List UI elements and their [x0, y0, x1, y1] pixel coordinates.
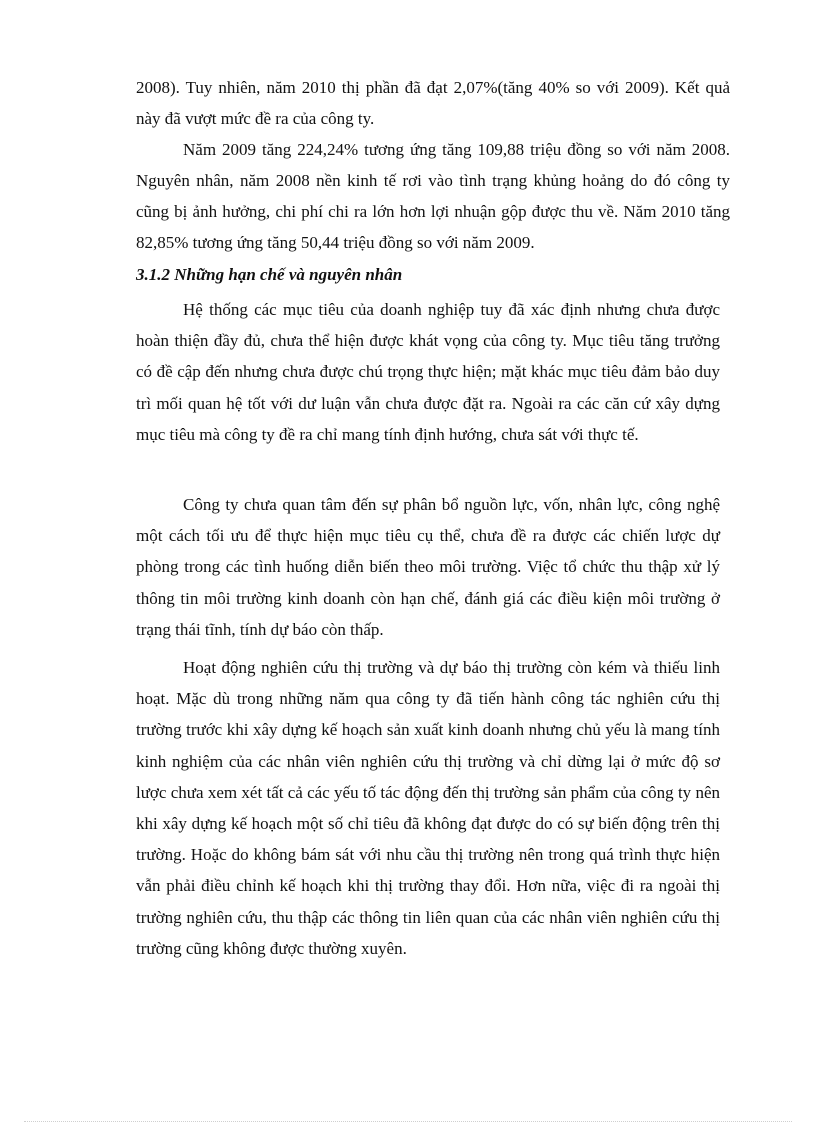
- paragraph-profit-growth: Năm 2009 tăng 224,24% tương ứng tăng 109,88 triệu đồng so với năm 2008. Nguyên nhân, năm 2008 nền kinh tế rơi vào tình trạng khủng hoảng do đó công ty cũng bị ảnh hưởng, chi phí chi ra lớn hơn lợi nhuận gộp được thu về. Năm 2010 tăng 82,85% tương ứng tăng 50,44 triệu đồng so với năm 2009.: [136, 140, 730, 252]
- paragraph-continuation: 2008). Tuy nhiên, năm 2010 thị phần đã đạt 2,07%(tăng 40% so với 2009). Kết quả này đã vượt mức đề ra của công ty.: [136, 78, 730, 128]
- section-heading: 3.1.2 Những hạn chế và nguyên nhân: [136, 265, 403, 284]
- paragraph-objectives: Hệ thống các mục tiêu của doanh nghiệp tuy đã xác định nhưng chưa được hoàn thiện đầy đủ, chưa thể hiện được khát vọng của công ty. Mục tiêu tăng trưởng có đề cập đến nhưng chưa được chú trọng thực hiện; mặt khác mục tiêu đảm bảo duy trì mối quan hệ tốt với dư luận vẫn chưa được đặt ra. Ngoài ra các căn cứ xây dựng mục tiêu mà công ty đề ra chỉ mang tính định hướng, chưa sát với thực tế.: [136, 300, 720, 444]
- page-bottom-divider: [24, 1121, 792, 1122]
- paragraph-market-research: Hoạt động nghiên cứu thị trường và dự báo thị trường còn kém và thiếu linh hoạt. Mặc dù trong những năm qua công ty đã tiến hành công tác nghiên cứu thị trường trước khi xây dựng kế hoạch sản xuất kinh doanh nhưng chủ yếu là mang tính kinh nghiệm của các nhân viên nghiên cứu thị trường và chỉ dừng lại ở mức độ sơ lược chưa xem xét tất cả các yếu tố tác động đến thị trường sản phẩm của công ty nên khi xây dựng kế hoạch một số chỉ tiêu đã không đạt được do có sự biến động trên thị trường. Hoặc do không bám sát với nhu cầu thị trường nên trong quá trình thực hiện vẫn phải điều chỉnh kế hoạch khi thị trường thay đổi. Hơn nữa, việc đi ra ngoài thị trường nghiên cứu, thu thập các thông tin liên quan của các nhân viên nghiên cứu thị trường cũng không được thường xuyên.: [136, 658, 720, 958]
- paragraph-resources: Công ty chưa quan tâm đến sự phân bổ nguồn lực, vốn, nhân lực, công nghệ một cách tối ưu để thực hiện mục tiêu cụ thể, chưa đề ra được các chiến lược dự phòng trong các tình huống diễn biến theo môi trường. Việc tổ chức thu thập xử lý thông tin môi trường kinh doanh còn hạn chế, đánh giá các điều kiện môi trường ở trạng thái tĩnh, tính dự báo còn thấp.: [136, 495, 720, 639]
